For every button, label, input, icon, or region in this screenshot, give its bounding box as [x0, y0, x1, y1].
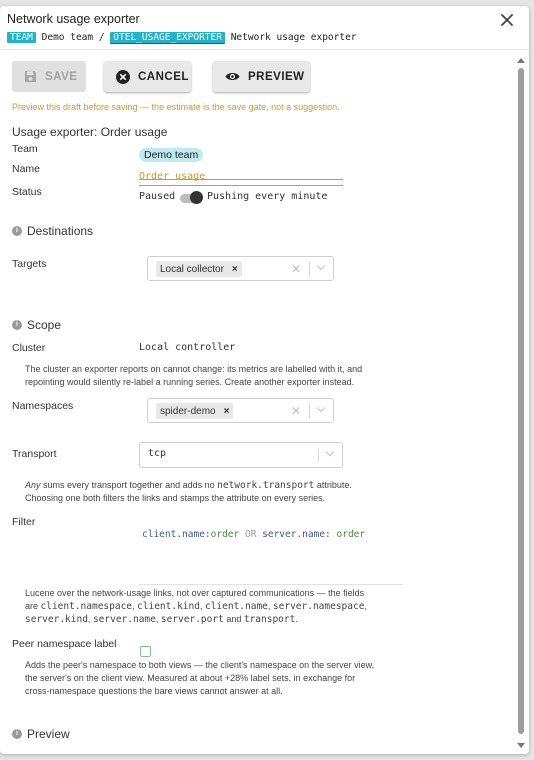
status-off-label: Paused	[139, 191, 176, 202]
chevron-down-icon[interactable]	[326, 448, 334, 456]
scroll-down-icon[interactable]	[517, 743, 525, 748]
transport-label: Transport	[12, 448, 57, 460]
breadcrumb-exporter-tag: OTEL_USAGE_EXPORTER	[110, 32, 225, 44]
chevron-down-icon[interactable]	[317, 262, 325, 270]
namespaces-chip	[156, 403, 233, 419]
clear-icon[interactable]: ✕	[291, 404, 302, 418]
filter-input[interactable]: client.name:order OR server.name: order	[142, 529, 366, 540]
preview-label: PREVIEW	[248, 70, 305, 83]
targets-label: Targets	[12, 258, 47, 270]
cluster-help: The cluster an exporter reports on cannot change: its metrics are labelled with it, and repointing would silently re-label a running series. Create another exporter instead.	[25, 364, 363, 387]
targets-chip	[156, 261, 242, 277]
status-on-label: Pushing every minute	[207, 191, 328, 202]
peer-namespace-label: Peer namespace label	[12, 638, 117, 650]
targets-chip-label: Local collector	[160, 263, 224, 275]
filter-help: Lucene over the network-usage links, not over captured communications — the fields are client.namespace, client.kind, client.name, server.namespace, server.kind, server.name, server.port and transport.	[25, 588, 367, 625]
destinations-section[interactable]	[12, 224, 93, 238]
status-label: Status	[12, 186, 42, 198]
peer-namespace-help: Adds the peer's namespace to both views — the client's namespace on the server view, the server's on the client view. Measured at about +28% label sets, in exchange for cross-namespace questions the bare views cannot answer at all.	[25, 660, 375, 696]
destinations-title: Destinations	[27, 224, 94, 238]
eye-icon	[225, 71, 240, 82]
transport-select[interactable]	[139, 442, 343, 468]
name-input[interactable]	[139, 167, 343, 186]
exporter-dialog	[0, 6, 529, 754]
save-icon	[24, 70, 37, 83]
breadcrumb-team-tag: TEAM	[7, 32, 36, 43]
info-icon: i	[12, 226, 22, 236]
select-separator	[309, 404, 310, 418]
namespaces-chip-label: spider-demo	[160, 405, 216, 417]
dialog-header	[0, 6, 529, 50]
status-toggle-knob[interactable]	[190, 191, 203, 204]
preview-section[interactable]	[12, 727, 70, 741]
transport-value: tcp	[148, 448, 167, 459]
save-label: SAVE	[45, 70, 78, 83]
peer-namespace-checkbox[interactable]	[140, 646, 151, 657]
info-icon: i	[12, 729, 22, 739]
team-label: Team	[12, 143, 38, 155]
save-button[interactable]	[12, 61, 86, 92]
breadcrumb	[7, 32, 357, 43]
cluster-value: Local controller	[139, 342, 236, 353]
cancel-icon	[116, 70, 130, 84]
chevron-down-icon[interactable]	[317, 404, 325, 412]
cancel-button[interactable]	[104, 61, 191, 92]
preview-warning: Preview this draft before saving — the estimate is the save gate, not a suggestion.	[12, 102, 340, 112]
info-icon: i	[12, 320, 22, 330]
remove-chip-icon[interactable]: ×	[231, 263, 238, 275]
filter-label: Filter	[12, 516, 36, 528]
namespaces-label: Namespaces	[12, 400, 74, 412]
targets-select[interactable]	[147, 256, 334, 281]
select-separator	[309, 262, 310, 276]
remove-chip-icon[interactable]: ×	[223, 405, 230, 417]
close-icon[interactable]	[497, 10, 517, 30]
breadcrumb-exporter: Network usage exporter	[230, 32, 357, 43]
scope-title: Scope	[27, 318, 62, 332]
scope-section[interactable]	[12, 318, 61, 332]
transport-help: Any sums every transport together and adds no network.transport attribute. Choosing one both filters the links and stamps the attribute on every series.	[25, 480, 352, 503]
page-title: Usage exporter: Order usage	[12, 125, 168, 139]
cluster-label: Cluster	[12, 342, 46, 354]
scroll-up-icon[interactable]	[517, 58, 525, 63]
cancel-label: CANCEL	[138, 70, 189, 83]
name-underline	[139, 179, 343, 180]
team-chip: Demo team	[139, 148, 203, 162]
breadcrumb-team[interactable]: Demo team /	[41, 32, 105, 43]
filter-underline	[138, 584, 403, 585]
preview-button[interactable]	[213, 61, 310, 92]
preview-title: Preview	[27, 727, 70, 741]
dialog-title: Network usage exporter	[7, 12, 140, 26]
name-label: Name	[12, 163, 41, 175]
clear-icon[interactable]: ✕	[291, 262, 302, 276]
namespaces-select[interactable]	[147, 398, 334, 423]
select-separator	[318, 448, 319, 462]
scrollbar-thumb[interactable]	[518, 68, 524, 734]
